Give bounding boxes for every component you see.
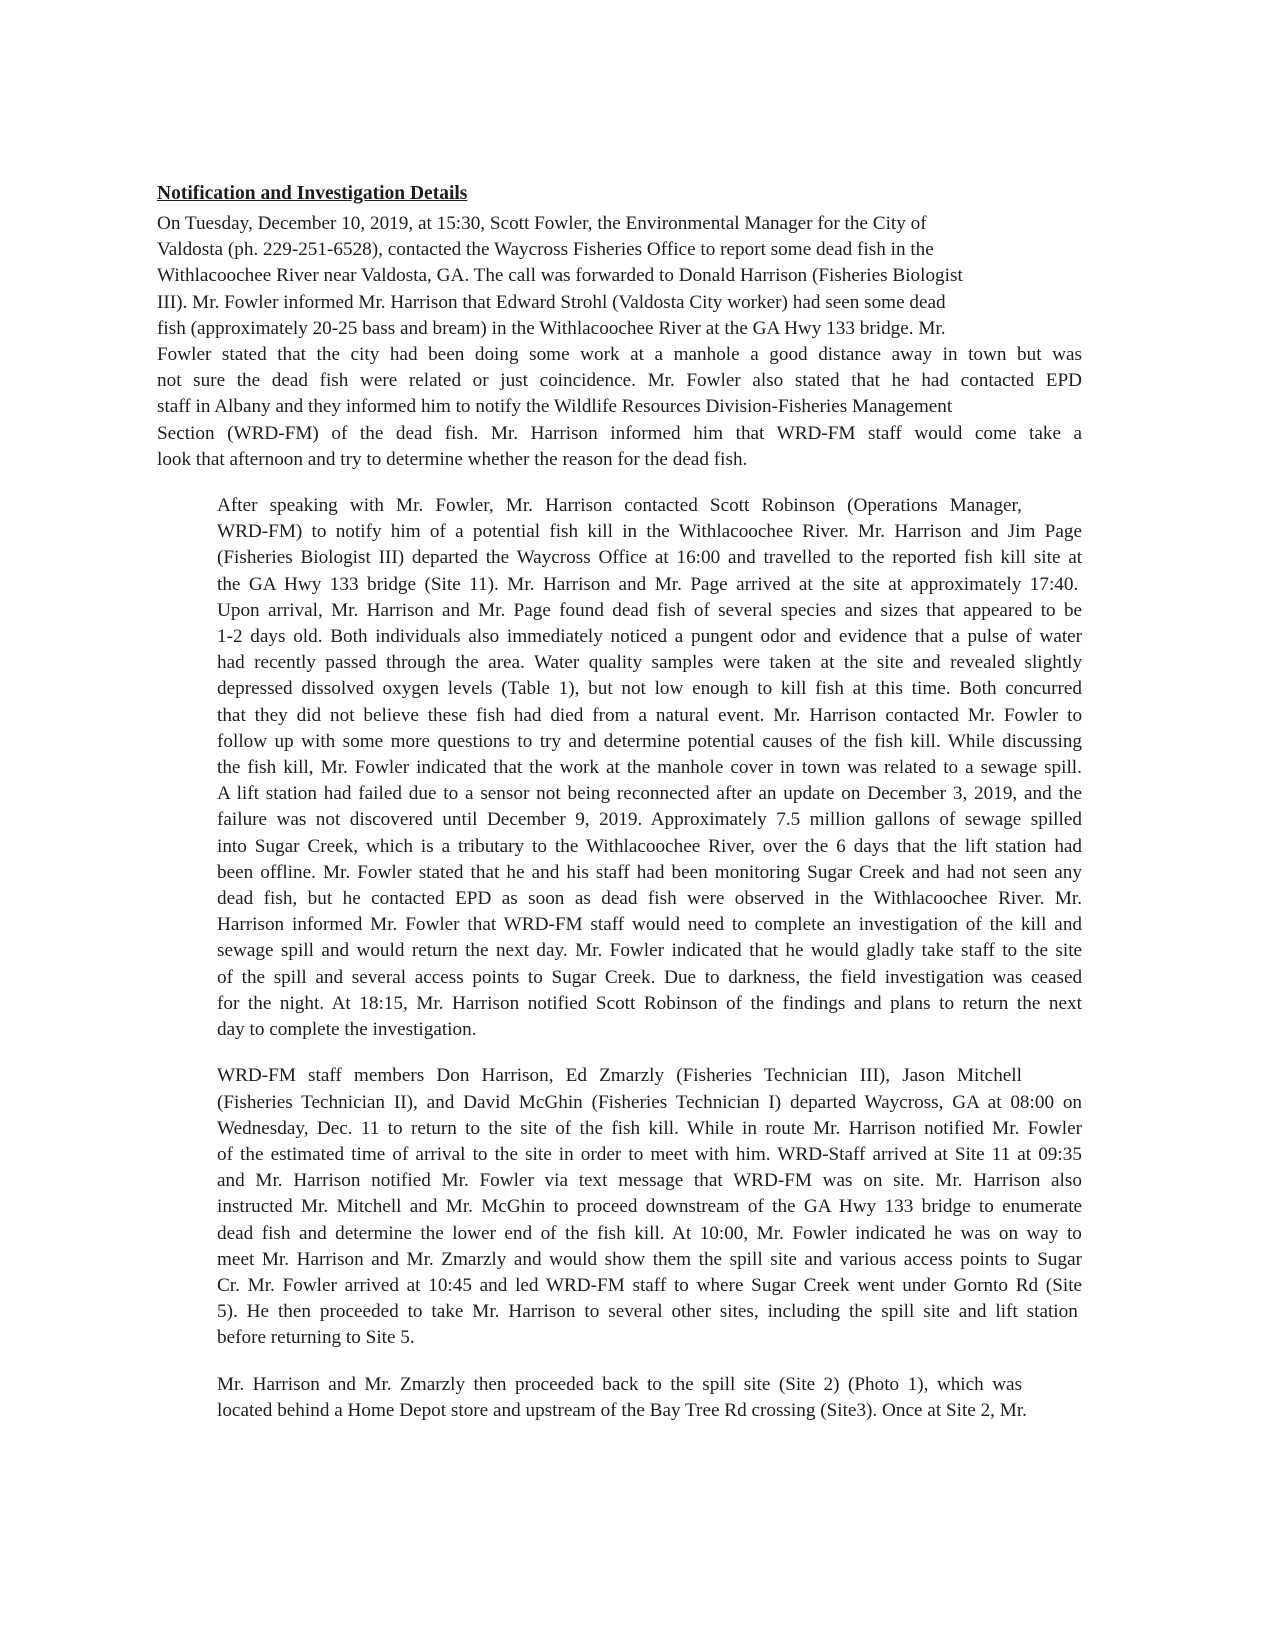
paragraph-1 [157,211,1082,473]
text-line: Valdosta (ph. 229-251-6528), contacted the Waycross Fisheries Office to report some dead fish in the [157,239,934,261]
text-line: Upon arrival, Mr. Harrison and Mr. Page found dead fish of several species and sizes that appeared to be [217,599,1083,621]
text-line: and Mr. Harrison notified Mr. Fowler via text message that WRD-FM was on site. Mr. Harrison also [217,1170,1082,1192]
text-line: day to complete the investigation. [217,1019,477,1041]
text-line: the GA Hwy 133 bridge (Site 11). Mr. Harrison and Mr. Page arrived at the site at approximately 17:40. [217,573,1079,595]
text-line: that they did not believe these fish had died from a natural event. Mr. Harrison contacted Mr. Fowler to [217,704,1083,726]
text-line: look that afternoon and try to determine whether the reason for the dead fish. [157,448,748,470]
text-line: for the night. At 18:15, Mr. Harrison notified Scott Robinson of the findings and plans to return the next [217,992,1082,1014]
text-line: follow up with some more questions to try and determine potential causes of the fish kill. While discussing [217,730,1083,752]
text-line: WRD-FM staff members Don Harrison, Ed Zmarzly (Fisheries Technician III), Jason Mitchell [217,1065,1022,1087]
text-line: fish (approximately 20-25 bass and bream) in the Withlacoochee River at the GA Hwy 133 bridge. Mr. [157,317,946,339]
text-line: Withlacoochee River near Valdosta, GA. The call was forwarded to Donald Harrison (Fisheries Biologist [157,265,963,287]
text-line: dead fish and determine the lower end of the fish kill. At 10:00, Mr. Fowler indicated he was on way to [217,1222,1082,1244]
text-line: located behind a Home Depot store and upstream of the Bay Tree Rd crossing (Site3). Once at Site 2, Mr. [217,1399,1027,1421]
text-line: of the estimated time of arrival to the site in order to meet with him. WRD-Staff arrived at Site 11 at 09:35 [217,1143,1082,1165]
paragraph-3 [157,1063,1082,1351]
text-line: After speaking with Mr. Fowler, Mr. Harrison contacted Scott Robinson (Operations Manager, [217,495,1022,517]
text-line: dead fish, but he contacted EPD as soon as dead fish were observed in the Withlacoochee River. Mr. [217,888,1083,910]
body-text [157,211,1082,1424]
paragraph-2 [157,493,1082,1043]
text-line: staff in Albany and they informed him to notify the Wildlife Resources Division-Fisheries Management [157,396,953,418]
text-line: sewage spill and would return the next day. Mr. Fowler indicated that he would gladly take staff to the site [217,940,1083,962]
text-line: 1-2 days old. Both individuals also immediately noticed a pungent odor and evidence that a pulse of water [217,626,1083,648]
text-line: 5). He then proceeded to take Mr. Harrison to several other sites, including the spill site and lift station [217,1301,1078,1323]
text-line: into Sugar Creek, which is a tributary to the Withlacoochee River, over the 6 days that the lift station had [217,835,1083,857]
text-line: III). Mr. Fowler informed Mr. Harrison that Edward Strohl (Valdosta City worker) had seen some dead [157,291,946,313]
text-line: A lift station had failed due to a sensor not being reconnected after an update on December 3, 2019, and the [217,783,1082,805]
text-line: Wednesday, Dec. 11 to return to the site of the fish kill. While in route Mr. Harrison notified Mr. Fowler [217,1117,1083,1139]
text-line: On Tuesday, December 10, 2019, at 15:30, Scott Fowler, the Environmental Manager for the City of [157,213,927,234]
text-line: Section (WRD-FM) of the dead fish. Mr. Harrison informed him that WRD-FM staff would come take a [157,422,1083,444]
paragraph-4 [157,1372,1082,1424]
text-line: the fish kill, Mr. Fowler indicated that the work at the manhole cover in town was related to a sewage spill. [217,757,1082,779]
text-line: not sure the dead fish were related or just coincidence. Mr. Fowler also stated that he had contacted EPD [157,370,1082,392]
text-line: been offline. Mr. Fowler stated that he and his staff had been monitoring Sugar Creek and had not seen any [217,861,1082,883]
text-line: (Fisheries Biologist III) departed the Waycross Office at 16:00 and travelled to the reported fish kill site at [217,547,1083,569]
text-line: before returning to Site 5. [217,1327,415,1349]
text-line: depressed dissolved oxygen levels (Table 1), but not low enough to kill fish at this time. Both concurred [217,678,1082,700]
text-line: (Fisheries Technician II), and David McGhin (Fisheries Technician I) departed Waycross, GA at 08:00 on [217,1091,1083,1113]
text-line: had recently passed through the area. Water quality samples were taken at the site and revealed slightly [217,652,1083,674]
text-line: Cr. Mr. Fowler arrived at 10:45 and led WRD-FM staff to where Sugar Creek went under Gornto Rd (Site [217,1274,1083,1296]
text-line: Fowler stated that the city had been doing some work at a manhole a good distance away in town but was [157,344,1082,366]
document-page [157,181,1082,1444]
text-line: failure was not discovered until December 9, 2019. Approximately 7.5 million gallons of sewage spilled [217,809,1082,831]
text-line: Mr. Harrison and Mr. Zmarzly then proceeded back to the spill site (Site 2) (Photo 1), which was [217,1373,1023,1395]
text-line: WRD-FM) to notify him of a potential fish kill in the Withlacoochee River. Mr. Harrison and Jim Page [217,521,1082,543]
section-heading: Notification and Investigation Details [157,183,468,204]
text-line: Harrison informed Mr. Fowler that WRD-FM staff would need to complete an investigation of the kill and [217,914,1083,936]
text-line: of the spill and several access points to Sugar Creek. Due to darkness, the field investigation was ceased [217,966,1083,988]
text-line: instructed Mr. Mitchell and Mr. McGhin to proceed downstream of the GA Hwy 133 bridge to enumerate [217,1196,1083,1218]
text-line: meet Mr. Harrison and Mr. Zmarzly and would show them the spill site and various access points to Sugar [217,1248,1082,1270]
